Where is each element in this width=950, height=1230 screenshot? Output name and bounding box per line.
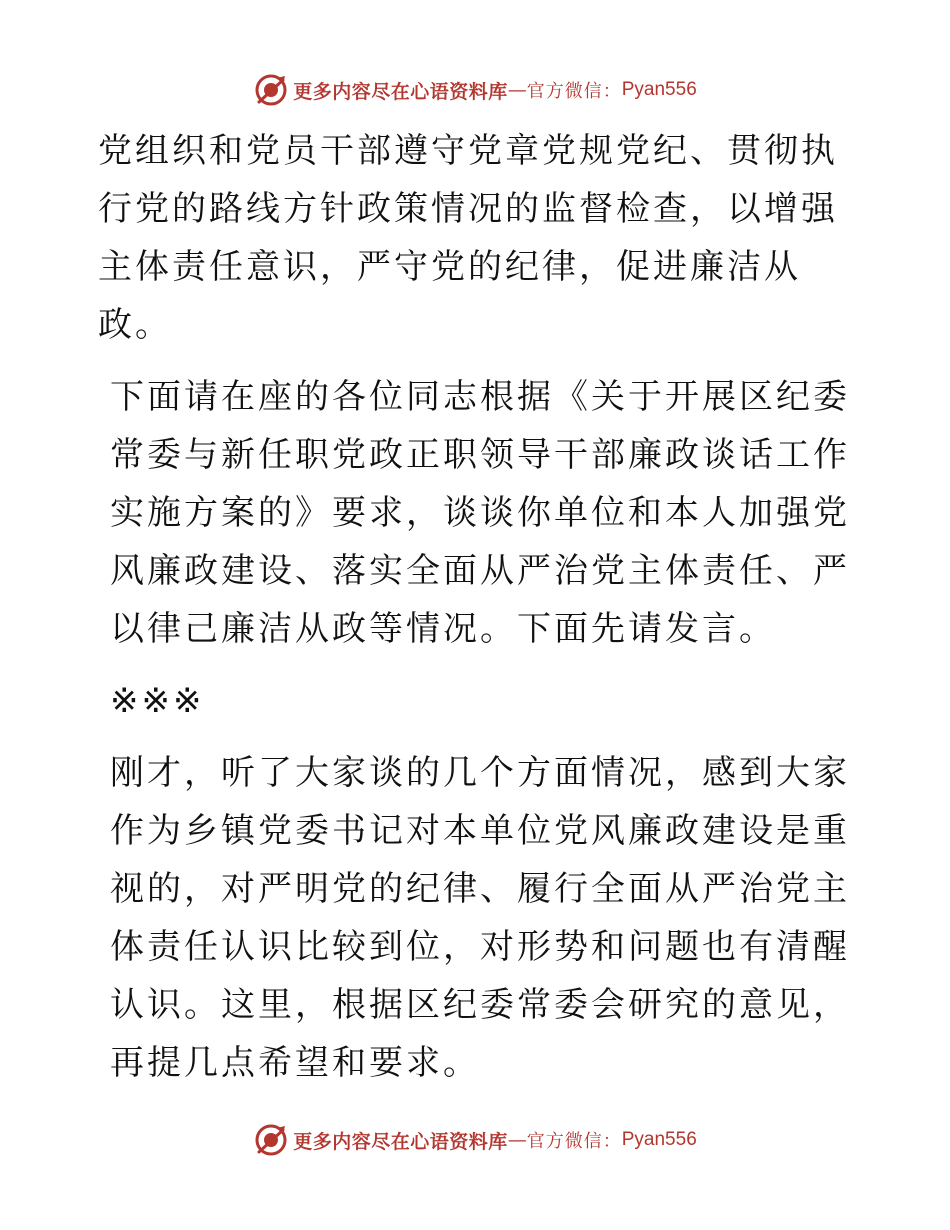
header-dash: —: [507, 79, 527, 101]
header-banner: [0, 70, 950, 110]
header-wechat-id: Pyan556: [621, 79, 697, 100]
section-separator: ※※※: [110, 681, 205, 721]
footer-banner: [0, 1120, 950, 1160]
footer-brand-text: 更多内容尽在心语资料库: [293, 1130, 508, 1153]
paragraph-3: 刚才，听了大家谈的几个方面情况，感到大家作为乡镇党委书记对本单位党风廉政建设是重视的，对严明党的纪律、履行全面从严治党主体责任认识比较到位，对形势和问题也有清醒认识。这里，根据区纪委常委会研究的意见，再提几点希望和要求。: [110, 753, 850, 1083]
document-body: [98, 122, 858, 1106]
paragraph-2: 下面请在座的各位同志根据《关于开展区纪委常委与新任职党政正职领导干部廉政谈话工作实施方案的》要求，谈谈你单位和本人加强党风廉政建设、落实全面从严治党主体责任、严以律己廉洁从政等情况。下面先请发言。: [110, 377, 850, 649]
pen-circle-logo-icon: [253, 72, 289, 108]
footer-dash: —: [507, 1129, 527, 1151]
header-brand-text: 更多内容尽在心语资料库: [293, 80, 508, 103]
header-wechat-label: 官方微信：: [526, 81, 622, 102]
pen-circle-logo-icon: [253, 1122, 289, 1158]
footer-wechat-id: Pyan556: [621, 1129, 697, 1150]
paragraph-1: 党组织和党员干部遵守党章党规党纪、贯彻执行党的路线方针政策情况的监督检查，以增强主体责任意识，严守党的纪律，促进廉洁从政。: [98, 131, 838, 345]
footer-wechat-label: 官方微信：: [526, 1131, 622, 1152]
